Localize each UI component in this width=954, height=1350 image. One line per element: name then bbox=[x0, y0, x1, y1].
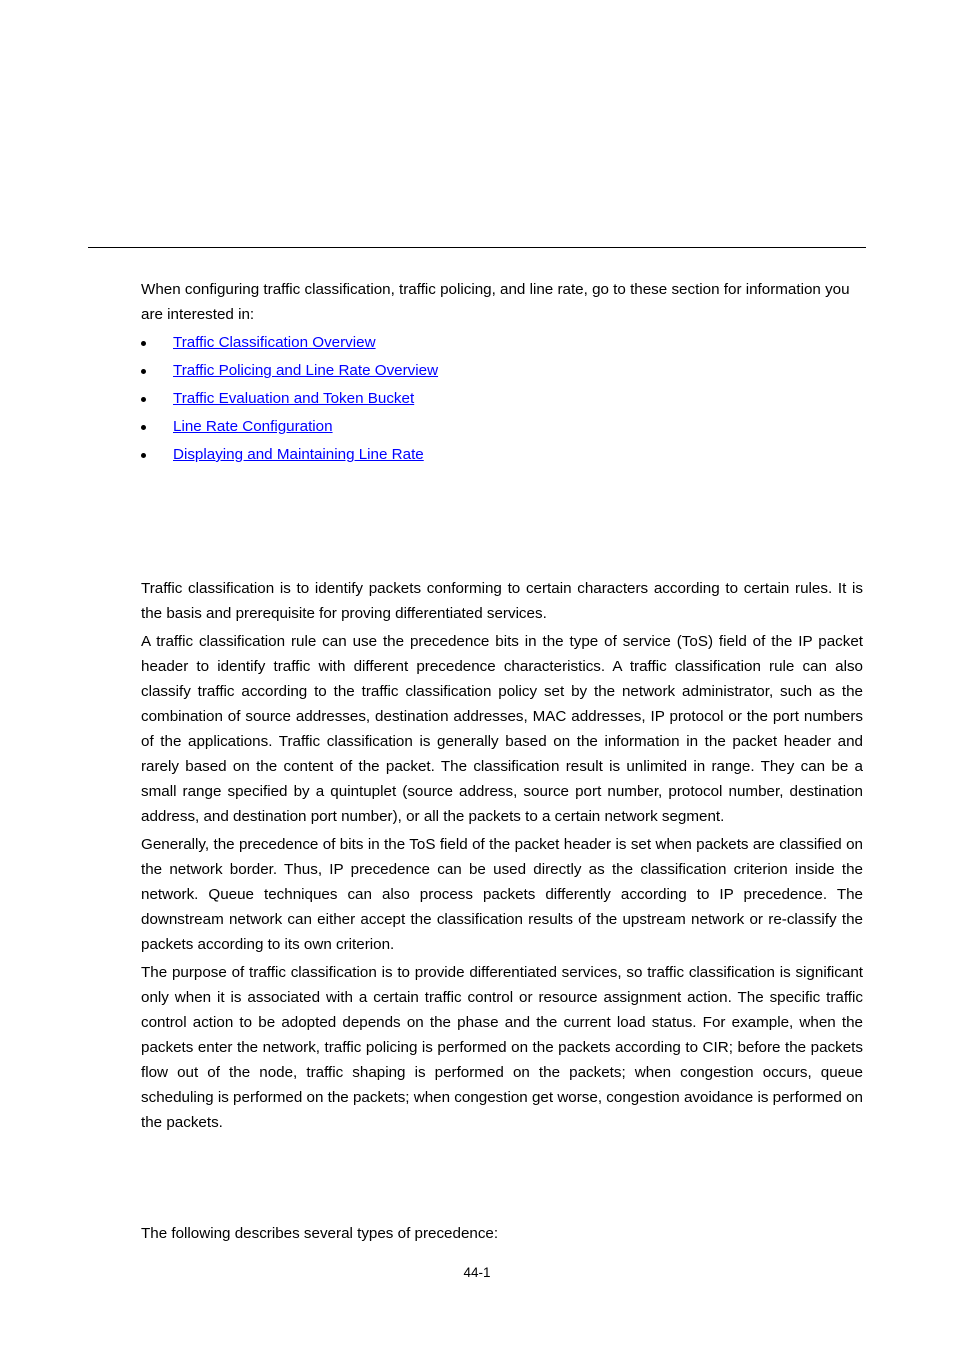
body-paragraph: Generally, the precedence of bits in the ToS field of the packet header is set when packets are classified on the network border. Thus, IP precedence can be used directly as the classification criterion inside the network. Queue techniques can also process packets differently according to IP precedence. The downstream network can either accept the classification results of the upstream network or re-classify the packets according to its own criterion. bbox=[141, 836, 863, 953]
header-divider bbox=[88, 247, 866, 248]
page-number: 44-1 bbox=[463, 1265, 491, 1280]
body-paragraph: The purpose of traffic classification is to provide differentiated services, so traffic classification is significant only when it is associated with a certain traffic control or resource assignment action. The specific traffic control action to be adopted depends on the phase and the current load status. For example, when the packets enter the network, traffic policing is performed on the packets according to CIR; before the packets flow out of the node, traffic shaping is performed on the packets; when congestion occurs, queue scheduling is performed on the packets; when congestion get worse, congestion avoidance is performed on the packets. bbox=[141, 964, 863, 1131]
bullet-icon bbox=[141, 369, 146, 374]
intro-section bbox=[141, 277, 863, 470]
list-item bbox=[141, 442, 863, 470]
precedence-section bbox=[141, 1221, 863, 1246]
list-item bbox=[141, 358, 863, 386]
intro-paragraph: When configuring traffic classification, traffic policing, and line rate, go to these section for information you are interested in: bbox=[141, 281, 850, 323]
body-paragraph: Traffic classification is to identify packets conforming to certain characters according to certain rules. It is the basis and prerequisite for proving differentiated services. bbox=[141, 580, 863, 622]
bullet-icon bbox=[141, 425, 146, 430]
link-line-rate-configuration[interactable]: Line Rate Configuration bbox=[173, 418, 333, 435]
bullet-icon bbox=[141, 453, 146, 458]
section-link-list bbox=[141, 330, 863, 470]
list-item bbox=[141, 330, 863, 358]
list-item bbox=[141, 386, 863, 414]
link-displaying-maintaining-line-rate[interactable]: Displaying and Maintaining Line Rate bbox=[173, 446, 424, 463]
bullet-icon bbox=[141, 397, 146, 402]
link-traffic-classification-overview[interactable]: Traffic Classification Overview bbox=[173, 334, 376, 351]
traffic-classification-section bbox=[141, 576, 863, 1138]
body-paragraph: A traffic classification rule can use the precedence bits in the type of service (ToS) field of the IP packet header to identify traffic with different precedence characteristics. A traffic classification rule can also classify traffic according to the traffic classification policy set by the network administrator, such as the combination of source addresses, destination addresses, MAC addresses, IP protocol or the port numbers of the applications. Traffic classification is generally based on the information in the packet header and rarely based on the content of the packet. The classification result is unlimited in range. They can be a small range specified by a quintuplet (source address, source port number, protocol number, destination address, and destination port number), or all the packets to a certain network segment. bbox=[141, 633, 863, 825]
bullet-icon bbox=[141, 341, 146, 346]
link-traffic-evaluation-token-bucket[interactable]: Traffic Evaluation and Token Bucket bbox=[173, 390, 415, 407]
precedence-intro: The following describes several types of precedence: bbox=[141, 1225, 499, 1242]
link-traffic-policing-line-rate-overview[interactable]: Traffic Policing and Line Rate Overview bbox=[173, 362, 439, 379]
list-item bbox=[141, 414, 863, 442]
